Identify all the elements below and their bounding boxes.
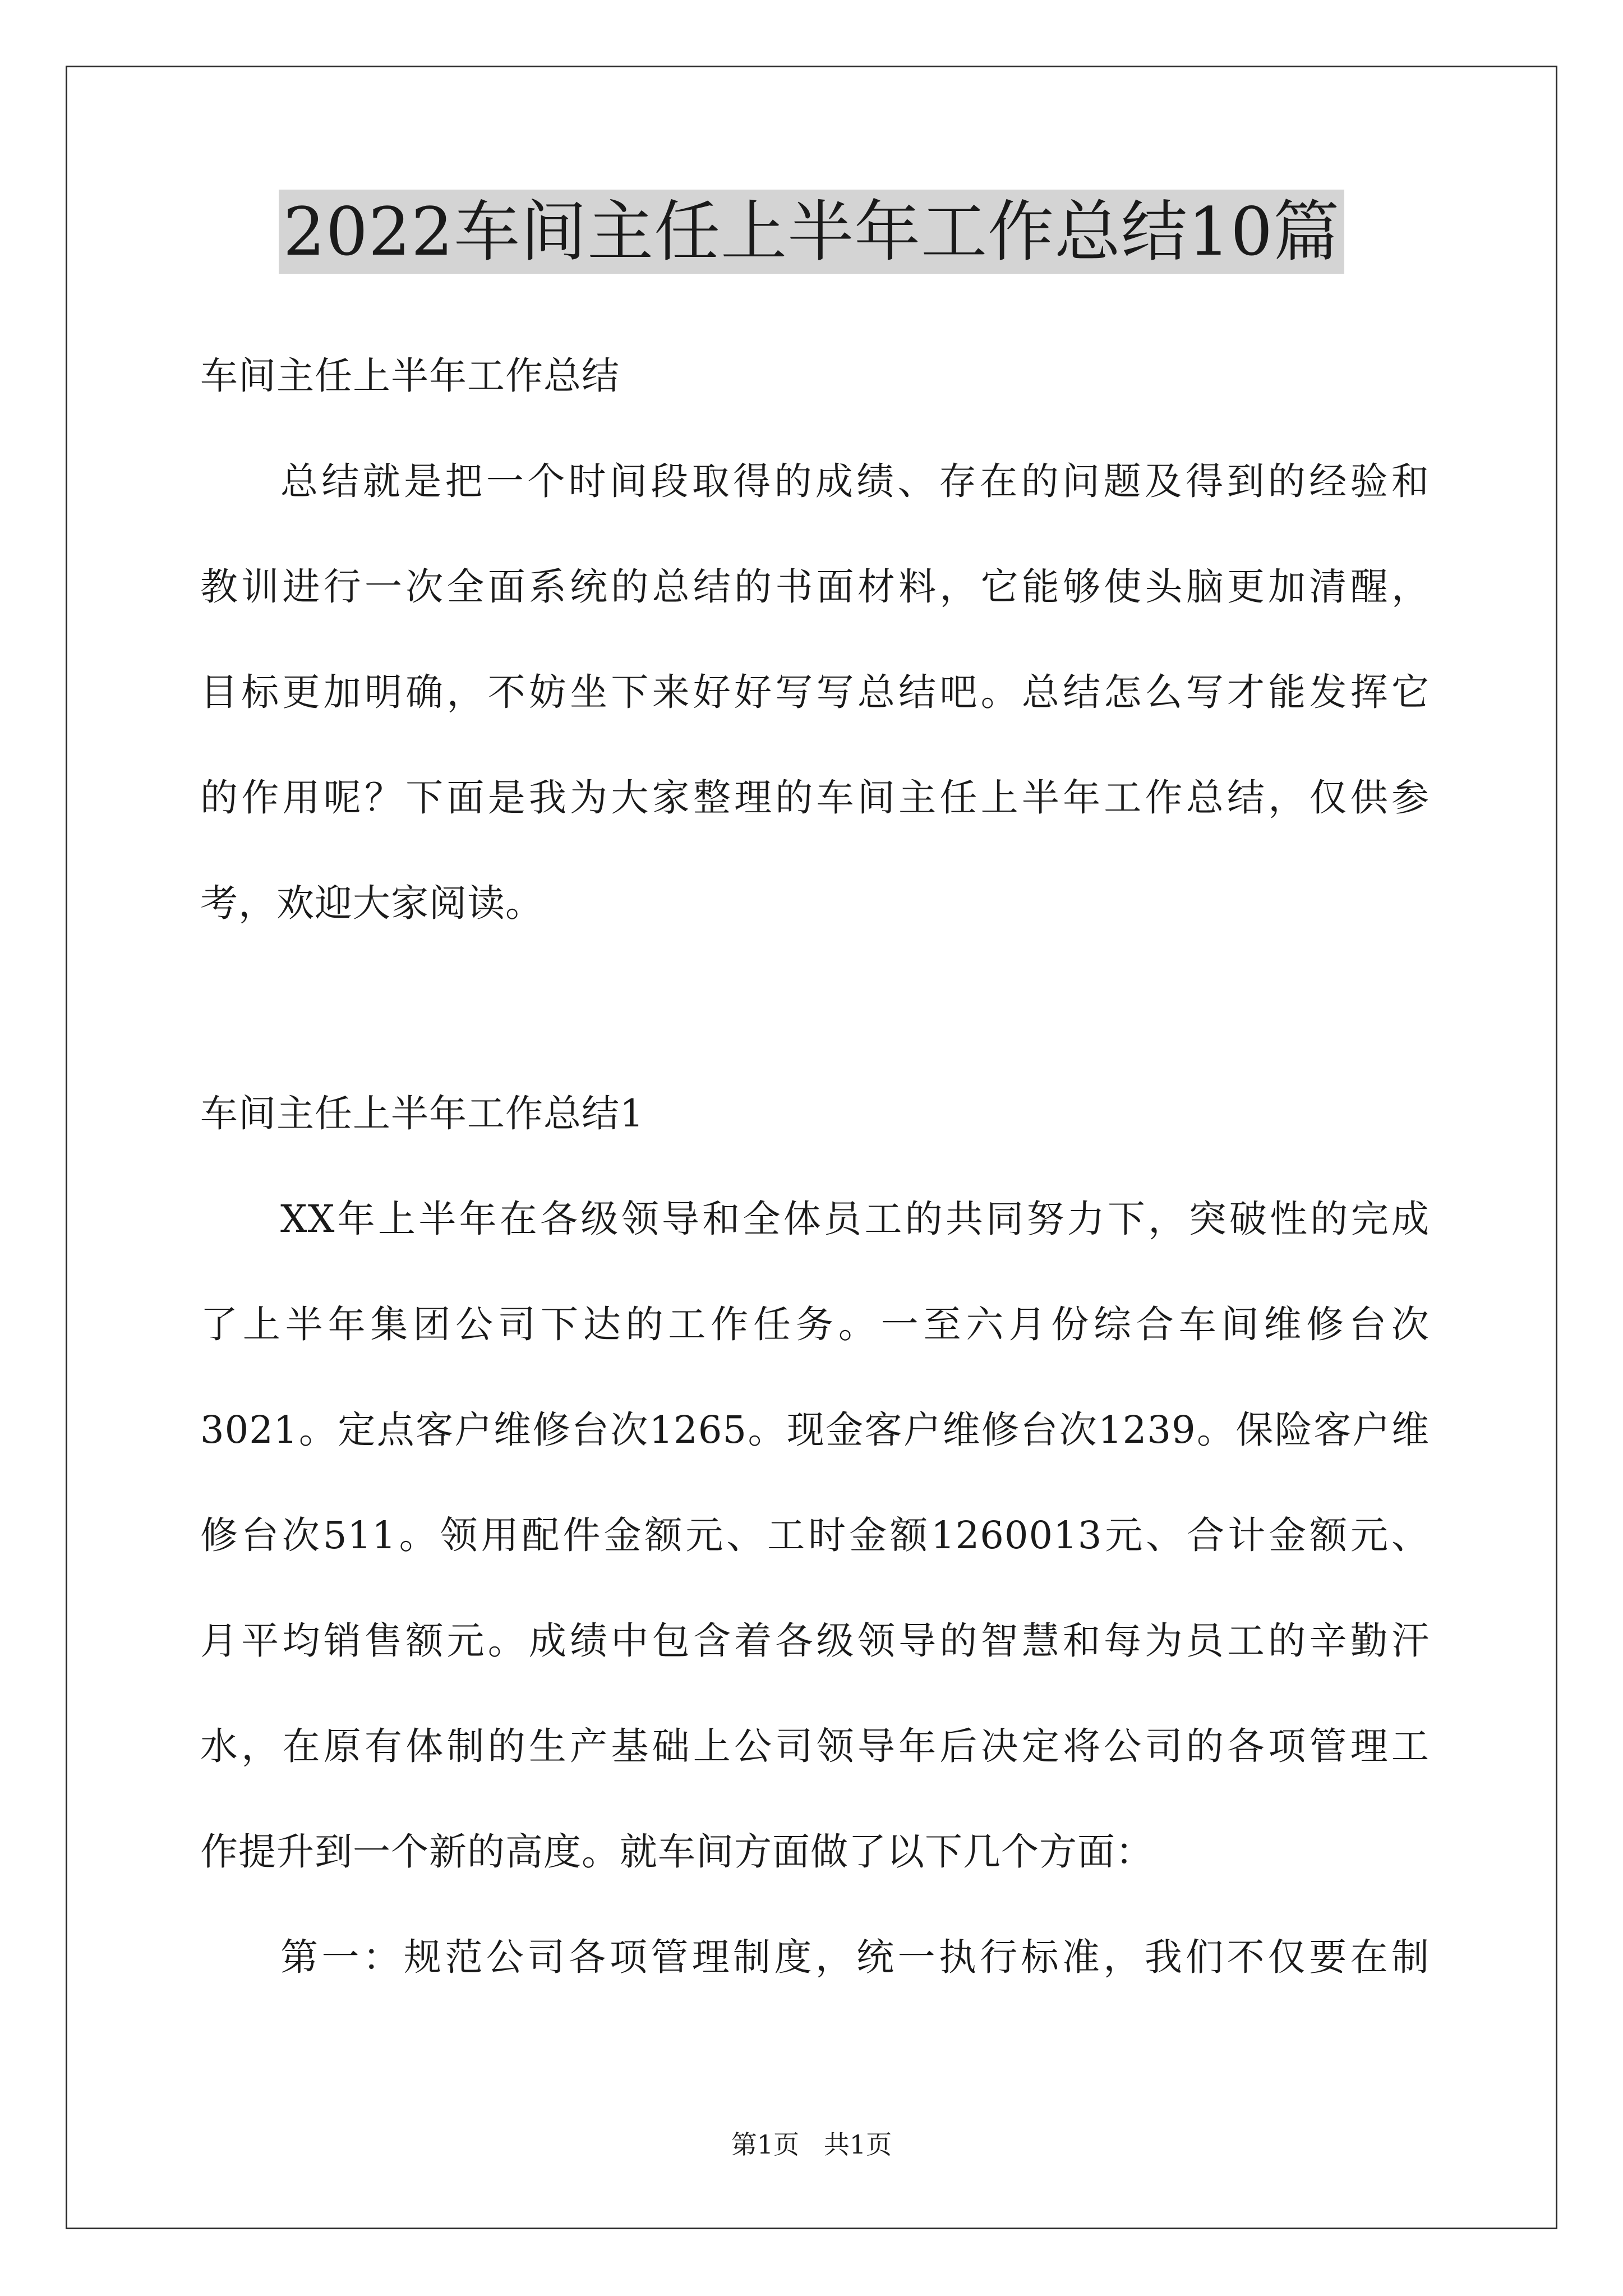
body-line: 修台次511。领用配件金额元、工时金额1260013元、合计金额元、 <box>200 1513 1430 1557</box>
point-line: 第一：规范公司各项管理制度，统一执行标准，我们不仅要在制 <box>280 1935 1430 1979</box>
title-container <box>0 190 1623 274</box>
body-line: 了上半年集团公司下达的工作任务。一至六月份综合车间维修台次 <box>200 1303 1430 1346</box>
document-title: 2022车间主任上半年工作总结10篇 <box>279 190 1344 274</box>
main-heading: 车间主任上半年工作总结 <box>200 354 620 398</box>
page-footer: 第1页 共1页 <box>731 2129 892 2160</box>
body-line: 月平均销售额元。成绩中包含着各级领导的智慧和每为员工的辛勤汗 <box>200 1619 1430 1663</box>
intro-line: 考，欢迎大家阅读。 <box>200 881 543 925</box>
section-heading: 车间主任上半年工作总结1 <box>200 1092 644 1135</box>
body-line: 作提升到一个新的高度。就车间方面做了以下几个方面： <box>200 1830 1154 1874</box>
body-line: 3021。定点客户维修台次1265。现金客户维修台次1239。保险客户维 <box>200 1408 1430 1452</box>
intro-line: 教训进行一次全面系统的总结的书面材料，它能够使头脑更加清醒， <box>200 565 1430 609</box>
intro-line: 目标更加明确，不妨坐下来好好写写总结吧。总结怎么写才能发挥它 <box>200 670 1430 714</box>
body-line: XX年上半年在各级领导和全体员工的共同努力下，突破性的完成 <box>280 1197 1430 1241</box>
intro-line: 的作用呢？下面是我为大家整理的车间主任上半年工作总结，仅供参 <box>200 776 1430 820</box>
body-line: 水，在原有体制的生产基础上公司领导年后决定将公司的各项管理工 <box>200 1724 1430 1768</box>
intro-line: 总结就是把一个时间段取得的成绩、存在的问题及得到的经验和 <box>280 459 1430 503</box>
